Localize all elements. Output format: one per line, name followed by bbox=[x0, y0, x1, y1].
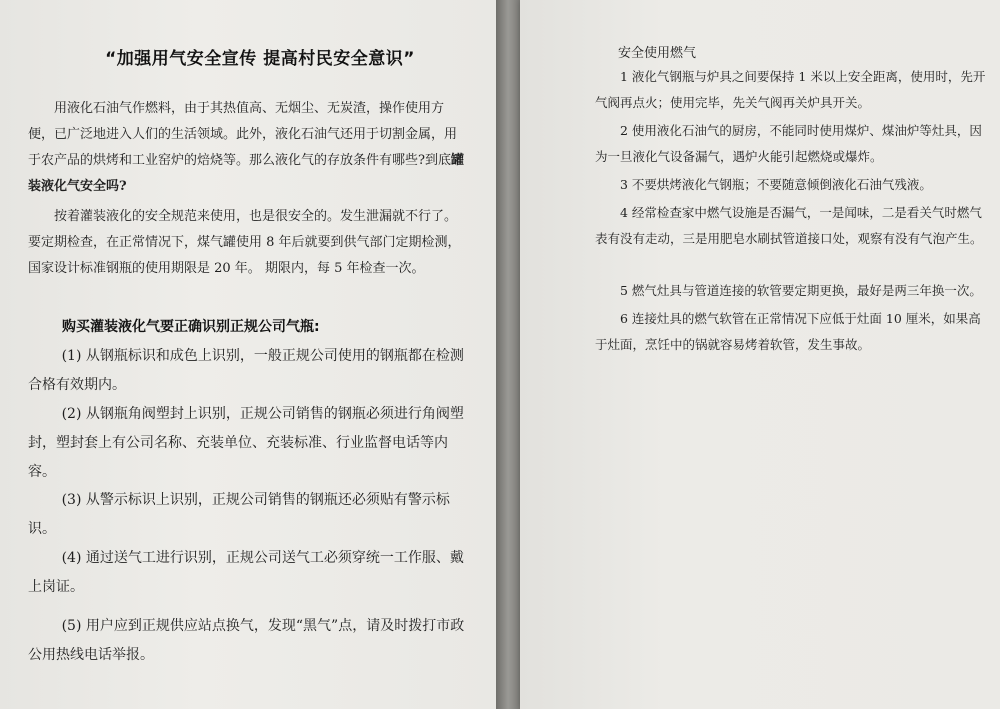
safety-item-2: 2 使用液化石油气的厨房，不能同时使用煤炉、煤油炉等灶具，因为一旦液化气设备漏气，遇炉火能引起燃烧或爆炸。 bbox=[595, 123, 982, 164]
identification-item-4: (4) 通过送气工进行识别，正规公司送气工必须穿统一工作服、戴上岗证。 bbox=[28, 550, 464, 595]
identification-item-2: (2) 从钢瓶角阀塑封上识别，正规公司销售的钢瓶必须进行角阀塑封，塑封套上有公司名称、充装单位、充装标准、行业监督电话等内容。 bbox=[28, 406, 464, 480]
safety-item-4: 4 经常检查家中燃气设施是否漏气，一是闻味，二是看关气时燃气表有没有走动，三是用肥皂水刷拭管道接口处，观察有没有气泡产生。 bbox=[595, 205, 983, 246]
page-gap bbox=[496, 0, 520, 709]
document-title: “加强用气安全宣传 提高村民安全意识” bbox=[105, 49, 415, 69]
safety-item-6: 6 连接灶具的燃气软管在正常情况下应低于灶面 10 厘米，如果高于灶面，烹饪中的锅就容易烤着软管，发生事故。 bbox=[595, 311, 981, 352]
right-page bbox=[520, 0, 1000, 709]
identification-item-5: (5) 用户应到正规供应站点换气，发现“黑气”点，请及时拨打市政公用热线电话举报。 bbox=[28, 618, 465, 663]
identification-item-1: (1) 从钢瓶标识和成色上识别，一般正规公司使用的钢瓶都在检测合格有效期内。 bbox=[28, 348, 464, 393]
intro-paragraph bbox=[28, 96, 468, 200]
safety-heading: 安全使用燃气 bbox=[618, 46, 697, 61]
safety-item-1: 1 液化气钢瓶与炉具之间要保持 1 米以上安全距离，使用时，先开气阀再点火；使用完毕，先关气阀再关炉具开关。 bbox=[595, 69, 986, 110]
identification-item-3: (3) 从警示标识上识别，正规公司销售的钢瓶还必须贴有警示标识。 bbox=[28, 492, 450, 537]
left-page bbox=[0, 0, 496, 709]
intro-text: 用液化石油气作燃料，由于其热值高、无烟尘、无炭渣，操作使用方便，已广泛地进入人们的生活领域。此外，液化石油气还用于切割金属，用于农产品的烘烤和工业窑炉的焙烧等。那么液化气的存放条件有哪些?到底 bbox=[28, 101, 458, 168]
safety-item-5: 5 燃气灶具与管道连接的软管要定期更换，最好是两三年换一次。 bbox=[620, 283, 982, 298]
standards-paragraph: 按着灌装液化的安全规范来使用，也是很安全的。发生泄漏就不行了。要定期检查，在正常情况下，煤气罐使用 8 年后就要到供气部门定期检测，国家设计标准钢瓶的使用期限是 20 年。 期限内，每 5 年检查一次。 bbox=[28, 209, 461, 276]
identification-subheading: 购买灌装液化气要正确识别正规公司气瓶: bbox=[62, 319, 320, 335]
safety-item-3: 3 不要烘烤液化气钢瓶；不要随意倾倒液化石油气残液。 bbox=[620, 177, 932, 192]
intro-question: 罐装液化气安全吗? bbox=[28, 153, 464, 194]
